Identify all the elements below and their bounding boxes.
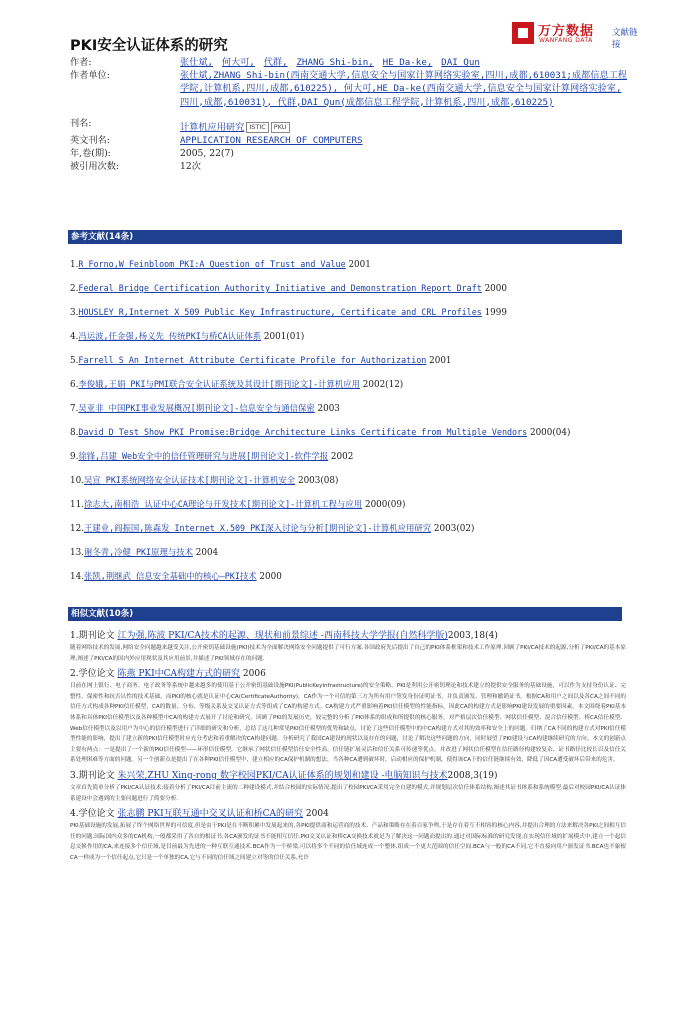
ref-year: 2000 [481,284,507,294]
list-item [70,498,630,522]
ref-link[interactable]: 张凯,荆继武 信息安全基础中的核心—PKI技术 [84,571,257,581]
journal-row [70,117,630,134]
en-journal-row [70,134,630,147]
list-item [70,522,630,546]
cited-value: 12次 [180,161,201,173]
sim-abstract: 随着网络技术的发展,网络安全问题越来越受关注,公开密钥基础设施(PKI)技术为全面解决网络安全问题提供了可行方案.各国政府先后提出了自己的PKI体系框架和技术工作原理.回顾了PKI/CA技术的起源,分析了PKI/CA的基本原理,阐述了PKI/CA的国内外应用现状及其应用前景,并描述了PKI领域存在的问题. [70,645,626,662]
ref-number: 5. [70,356,79,366]
ref-link[interactable]: 徐锋,吕建 Web安全中的信任管理研究与进展[期刊论文]-软件学报 [78,451,329,461]
sim-prefix: 3.期刊论文 [70,770,118,781]
author-link[interactable]: ZHANG Shi-bin, [296,57,374,68]
wanfang-logo-icon [512,22,534,44]
reference-list [70,258,630,594]
author-link[interactable]: 张仕斌, [180,57,214,68]
unit-label: 作者单位: [70,70,110,82]
sim-abstract: PKI基础设施的发展,拓展了终个网络世界的可信度,但是由于PKI是在不断积累中发展起来的,各PKI提供商和运营商的技术、产品和策略存在着百家争鸣,于是存在着互不相容的核心内容,并提出合理的方法来解决各PKI之间相互信任的问题.国际国内众多的CA机构,一般都采用了各自的根证书,各CA颁发的证书不能相互信任.PKI交叉认证和桥CA交换技术就是为了解决这一问题而提出的.通过对国际标准的研究发现,在实现信任域的扩展模式中,建立一个起信息交换作用的CA,来连接多个信任域,是目前最为先进的一种互联互通技术.BCA作为一个桥梁,可以将多个不同的信任域连成一个整体,组成一个更大范围的信任空间.BCA与一般的CA不同,它不直接向用户颁发证书.BCA也不象根CA一样成为一个信任起点,它只是一个单独的CA,它与不同的信任域之间建立对等的信任关系,允许 [70,823,626,861]
ref-number: 2. [70,284,79,294]
ref-year: 2003(02) [431,524,475,534]
list-item [70,546,630,570]
ref-year: 2001 [345,260,371,270]
year-value: 2005, 22(7) [180,148,234,160]
ref-link[interactable]: 吴亚非 中国PKI事业发展概况[期刊论文]-信息安全与通信保密 [78,403,315,413]
paper-title: PKI安全认证体系的研究 [70,38,228,54]
cited-label: 被引用次数: [70,161,120,173]
en-journal-label: 英文刊名: [70,135,110,147]
literature-link[interactable]: 文献链接 [612,28,638,50]
cited-row [70,160,630,173]
ref-link[interactable]: Federal Bridge Certification Authority Initiative and Demonstration Report Draft [78,283,482,293]
sim-link[interactable]: 朱兴荣,ZHU Xing-rong 数字校园PKI/CA认证体系的规划和建设 -电脑知识与技术 [117,770,448,781]
list-item [70,354,630,378]
ref-number: 4. [70,332,79,342]
list-item [70,668,626,766]
ref-link[interactable]: 徐志大,南相浩 认证中心CA理论与开发技术[期刊论文]-计算机工程与应用 [84,499,363,509]
ref-number: 8. [70,428,79,438]
logo-en-text: WANFANG DATA [539,37,593,44]
ref-number: 10. [70,476,84,486]
ref-year: 2001(01) [261,332,305,342]
ref-number: 14. [70,572,84,582]
ref-year: 2004 [192,548,219,558]
journal-label: 刊名: [70,117,92,129]
paper-metadata [70,56,630,174]
ref-link[interactable]: Farrell S An Internet Attribute Certificate Profile for Authorization [78,355,427,365]
sim-year: 2006 [240,669,266,680]
ref-link[interactable]: 王建业,阎振国,陈森发 Internet X.509 PKI深入讨论与分析[期刊论文]-计算机应用研究 [84,523,432,533]
ref-link[interactable]: HOUSLEY R,Internet X 509 Public Key Infrastructure, Certificate and CRL Profiles [78,307,482,317]
similar-list [70,630,626,868]
sim-year: 2008,3(19) [447,770,498,781]
list-item [70,378,630,402]
author-row [70,56,630,69]
ref-number: 1. [70,260,79,270]
wanfang-logo[interactable] [512,22,642,50]
sim-link[interactable]: 陈燕 PKI中CA构建方式的研究 [117,669,241,680]
list-item [70,330,630,354]
ref-number: 3. [70,308,79,318]
ref-year: 2002 [328,452,354,462]
sim-prefix: 1.期刊论文 [70,631,118,641]
ref-year: 2000 [256,572,282,582]
author-link[interactable]: DAI Qun [441,57,480,68]
ref-link[interactable]: 吴宣 PKI系统网络安全认证技术[期刊论文]-计算机安全 [84,475,296,485]
author-list [180,56,630,69]
list-item [70,258,630,282]
sim-prefix: 4.学位论文 [70,809,118,820]
ref-number: 6. [70,380,79,390]
pku-badge: PKU [271,122,290,133]
ref-year: 2003(08) [295,476,339,486]
ref-link[interactable]: David D Test Show PKI Promise:Bridge Architecture Links Certificate from Multiple Vendors [78,427,528,437]
ref-link[interactable]: R Forno,W Feinbloom PKI:A Question of Trust and Value [78,259,346,269]
sim-link[interactable]: 张志鹏 PKI互联互通中交叉认证和桥CA的研究 [117,809,304,820]
year-row [70,147,630,160]
list-item [70,474,630,498]
similar-heading: 相似文献(10条) [68,607,622,621]
sim-abstract: 目前在网上银行、电子商务、电子政务等系统中越来越多的使用基于公开密钥基础设施PKI(PublicKeyInfrastructure)的安全策略。PKI是利用公开密钥理论和技术建立的提供安全服务的基础设施，可以作为支持身份认证、完整性、保密性和抗否认性的技术基础，而PKI的核心就是认证中心CA(CertificateAuthority)。CA作为一个可信的第三方为所有用户签发身份证明证书，并负责颁发、管理和撤销证书。根据CA和用户之间以及各CA之间不同的信任方式构成各种PKI信任模型，CA的数量、分布、等级关系及交叉认证方式等组成了CA的构建方式。CA构建方式严重影响着PKI信任模型的性能指标，因此CA的构建方式是影响PKI建设发展的重要因素。本文围绕着PKI基本体系和具体PKI信任模型以及各种模型中CA的构建方式展开了讨论和研究。回顾了PKI的发展历史，较完整的分析了PKI体系的组成和所提供的核心服务。对严格层次信任模型、网状信任模型、混合信任模型、桥CA信任模型、Web信任模型以及以用户为中心的信任模型进行了详细的研究和分析，总结了这几种常见PKI信任模型的优势和缺点，讨论了这些信任模型中的中CA构建方式对其的效率和安全上的问题。归纳了CA不同的构建方式对PKI信任模型性能的影响，提出了建立新的PKI信任模型时应充分考虑和着重解决的CA构建问题。分析研究了我国CA建设的现状以及存在的问题，讨论了解决这些问题的方向，同时展望了PKI建设与CA构建继续研究的方向。本文的创新点主要有两点：一是提出了一个新的PKI信任模型——环形信任模型，它继承了网状信任模型信任安全性高、信任链扩展灵活和信任关系可传递等优点，并改进了网状信任模型在信任路径构建较复杂、证书路径比较长以及信任关系处理困难等方面的问题。另一个创新点是提出了在各种PKI信任模型中，建立相应的CA保护机制的想法，当各种CA遭到破坏时，启动相应的保护机制，使得该CA下的信任链继续有效，降低了因CA遭受破坏后带来的危害。 [70,683,626,764]
ref-year: 1999 [481,308,507,318]
ref-year: 2001 [426,356,452,366]
journal-link[interactable]: 计算机应用研究 [180,121,245,133]
ref-link[interactable]: 冯运波,任金强,杨义先 传统PKI与桥CA认证体系 [78,331,262,341]
ref-year: 2002(12) [360,380,404,390]
author-link[interactable]: HE Da-ke, [382,57,433,68]
list-item [70,808,626,863]
list-item [70,282,630,306]
ref-number: 7. [70,404,79,414]
istic-badge: ISTIC [246,122,268,133]
sim-abstract: 文章首先简单分析了PKI/CA认证技术;接着分析了PKI/CA目前主流的二种建设模式,并结合校园的实际情况,提出了校园PKI/CA采用完全自建的模式,并规划层次信任体系结构,阐述其证书体系和系统模型.最后对校园PKI/CA认证体系建设中会遇到的主要问题进行了简要分析. [70,784,626,802]
list-item [70,630,626,664]
ref-number: 9. [70,452,79,462]
ref-link[interactable]: 谢冬青,冷健 PKI原理与技术 [84,547,193,557]
logo-cn-text: 万方数据 [538,24,595,39]
ref-year: 2003 [314,404,340,414]
list-item [70,570,630,594]
sim-year: 2003,18(4) [447,631,498,641]
list-item [70,306,630,330]
unit-row [70,69,630,109]
author-label: 作者: [70,57,92,68]
references-heading: 参考文献(14条) [68,230,622,244]
author-link[interactable]: 何大可, [221,57,255,68]
list-item [70,402,630,426]
list-item [70,770,626,804]
ref-year: 2000(04) [527,428,571,438]
list-item [70,450,630,474]
author-link[interactable]: 代群, [263,57,288,68]
list-item [70,426,630,450]
sim-year: 2004 [303,809,329,820]
ref-link[interactable]: 李俊娥,王娟 PKI与PMI联合安全认证系统及其设计[期刊论文]-计算机应用 [78,379,360,389]
ref-number: 12. [70,524,84,534]
year-label: 年,卷(期): [70,148,111,160]
ref-year: 2000(09) [362,500,406,510]
sim-link[interactable]: 江为强,陈波 PKI/CA技术的起源、现状和前景综述 -西南科技大学学报(自然科学版) [117,631,448,641]
ref-number: 13. [70,548,84,558]
ref-number: 11. [70,500,84,510]
sim-prefix: 2.学位论文 [70,669,118,680]
unit-links[interactable]: 张仕斌,ZHANG Shi-bin(西南交通大学,信息安全与国家计算网络实验室,四川,成都,610031;成都信息工程学院,计算机系,四川,成都,610225), 何大可,HE Da-ke(西南交通大学,信息安全与国家计算网络实验室,四川,成都,610031), 代群,DAI Qun(成都信息工程学院,计算机系,四川,成都,610225) [180,70,628,108]
en-journal-link[interactable]: APPLICATION RESEARCH OF COMPUTERS [180,135,363,147]
